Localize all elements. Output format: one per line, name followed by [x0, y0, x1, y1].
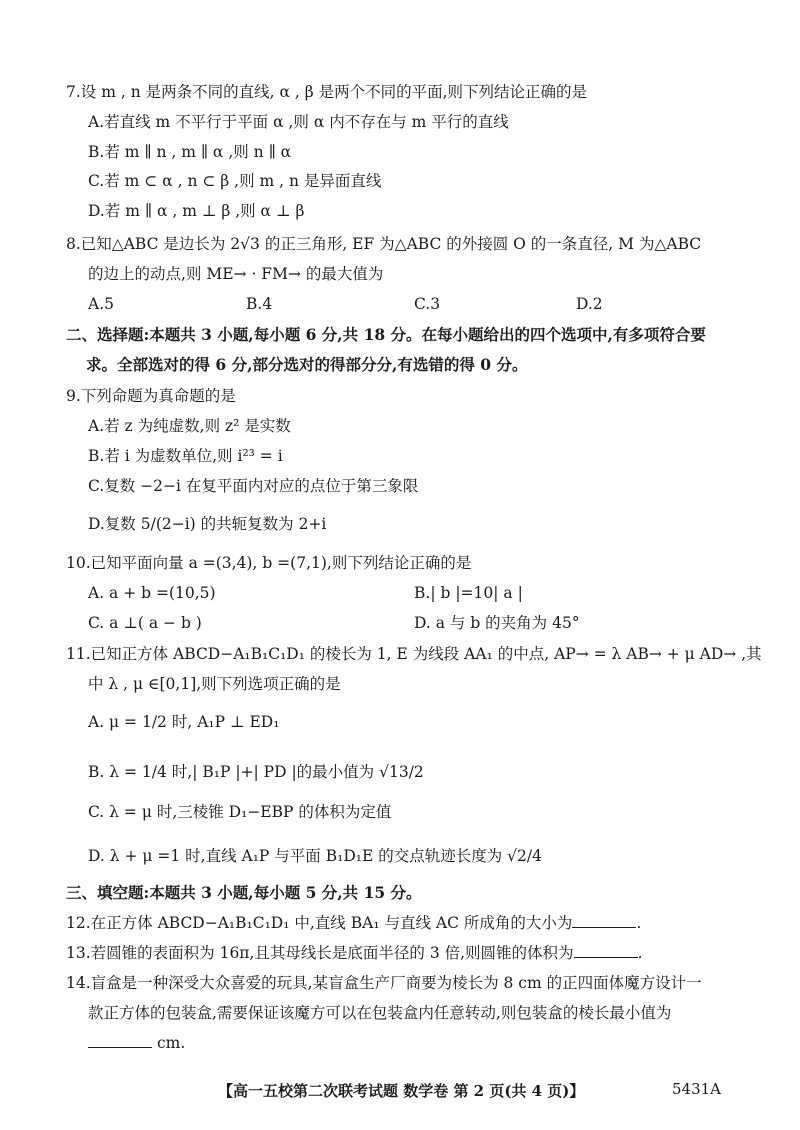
q13-answer-blank[interactable]	[574, 943, 638, 958]
q8-stem: 8.已知△ABC 是边长为 2√3 的正三角形, EF 为△ABC 的外接圆 O 的一条直径, M 为△ABC	[66, 235, 702, 253]
section2-heading-continued: 求。全部选对的得 6 分,部分选对的得部分分,有选错的得 0 分。	[86, 355, 528, 374]
q11-stem: 11.已知正方体 ABCD−A₁B₁C₁D₁ 的棱长为 1, E 为线段 AA₁ 的中点, AP→ = λ AB→ + μ AD→ ,其	[66, 645, 762, 663]
q7-option-a: A.若直线 m 不平行于平面 α ,则 α 内不存在与 m 平行的直线	[88, 113, 509, 131]
exam-code: 5431A	[672, 1080, 722, 1098]
q11-option-b: B. λ = 1/4 时,| B₁P |+| PD |的最小值为 √13/2	[88, 763, 424, 781]
q13-text	[66, 943, 643, 963]
q7-stem: 7.设 m , n 是两条不同的直线, α , β 是两个不同的平面,则下列结论正确的是	[66, 83, 588, 101]
q13-prompt: 13.若圆锥的表面积为 16π,且其母线长是底面半径的 3 倍,则圆锥的体积为	[66, 944, 574, 962]
q8-option-a: A.5	[88, 295, 114, 313]
q7-option-d: D.若 m ∥ α , m ⊥ β ,则 α ⊥ β	[88, 202, 305, 220]
q11-option-c: C. λ = μ 时,三棱锥 D₁−EBP 的体积为定值	[88, 803, 392, 821]
section2-heading: 二、选择题:本题共 3 小题,每小题 6 分,共 18 分。在每小题给出的四个选项中,有多项符合要	[66, 325, 706, 344]
page-footer: 【高一五校第二次联考试题 数学卷 第 2 页(共 4 页)】	[218, 1082, 585, 1100]
q10-option-a: A. a + b =(10,5)	[88, 584, 216, 602]
q12-prompt: 12.在正方体 ABCD−A₁B₁C₁D₁ 中,直线 BA₁ 与直线 AC 所成角的大小为	[66, 914, 573, 932]
q9-option-c: C.复数 −2−i 在复平面内对应的点位于第三象限	[88, 477, 419, 495]
q10-option-b: B.| b |=10| a |	[414, 584, 523, 602]
q11-option-d: D. λ + μ =1 时,直线 A₁P 与平面 B₁D₁E 的交点轨迹长度为 √2/4	[88, 847, 542, 865]
q10-option-c: C. a ⊥( a − b )	[88, 614, 202, 632]
q7-option-b: B.若 m ∥ n , m ∥ α ,则 n ∥ α	[88, 143, 292, 161]
q9-option-a: A.若 z 为纯虚数,则 z² 是实数	[88, 417, 291, 435]
q12-answer-blank[interactable]	[572, 913, 636, 928]
q14-unit: cm.	[156, 1034, 186, 1052]
q10-stem: 10.已知平面向量 a =(3,4), b =(7,1),则下列结论正确的是	[66, 554, 472, 572]
q14-line2: 款正方体的包装盒,需要保证该魔方可以在包装盒内任意转动,则包装盒的棱长最小值为	[88, 1004, 672, 1022]
q12-text	[66, 913, 641, 933]
q13-period: .	[637, 944, 643, 962]
q11-stem-continued: 中 λ , μ ∈[0,1],则下列选项正确的是	[88, 675, 341, 693]
q8-stem-continued: 的边上的动点,则 ME→ · FM→ 的最大值为	[88, 265, 384, 283]
q14-answer-blank[interactable]	[88, 1033, 152, 1048]
q9-option-d: D.复数 5/(2−i) 的共轭复数为 2+i	[88, 515, 327, 533]
q8-option-c: C.3	[414, 295, 441, 313]
q8-option-d: D.2	[576, 295, 603, 313]
q14-line3	[88, 1033, 185, 1053]
q12-period: .	[636, 914, 642, 932]
q9-option-b: B.若 i 为虚数单位,则 i²³ = i	[88, 447, 283, 465]
q10-option-d: D. a 与 b 的夹角为 45°	[414, 614, 580, 632]
q7-option-c: C.若 m ⊂ α , n ⊂ β ,则 m , n 是异面直线	[88, 172, 382, 190]
q9-stem: 9.下列命题为真命题的是	[66, 387, 236, 405]
q8-option-b: B.4	[246, 295, 273, 313]
section3-heading: 三、填空题:本题共 3 小题,每小题 5 分,共 15 分。	[66, 883, 422, 902]
q11-option-a: A. μ = 1/2 时, A₁P ⊥ ED₁	[88, 713, 280, 731]
q14-line1: 14.盲盒是一种深受大众喜爱的玩具,某盲盒生产厂商要为棱长为 8 cm 的正四面体魔方设计一	[66, 974, 702, 992]
